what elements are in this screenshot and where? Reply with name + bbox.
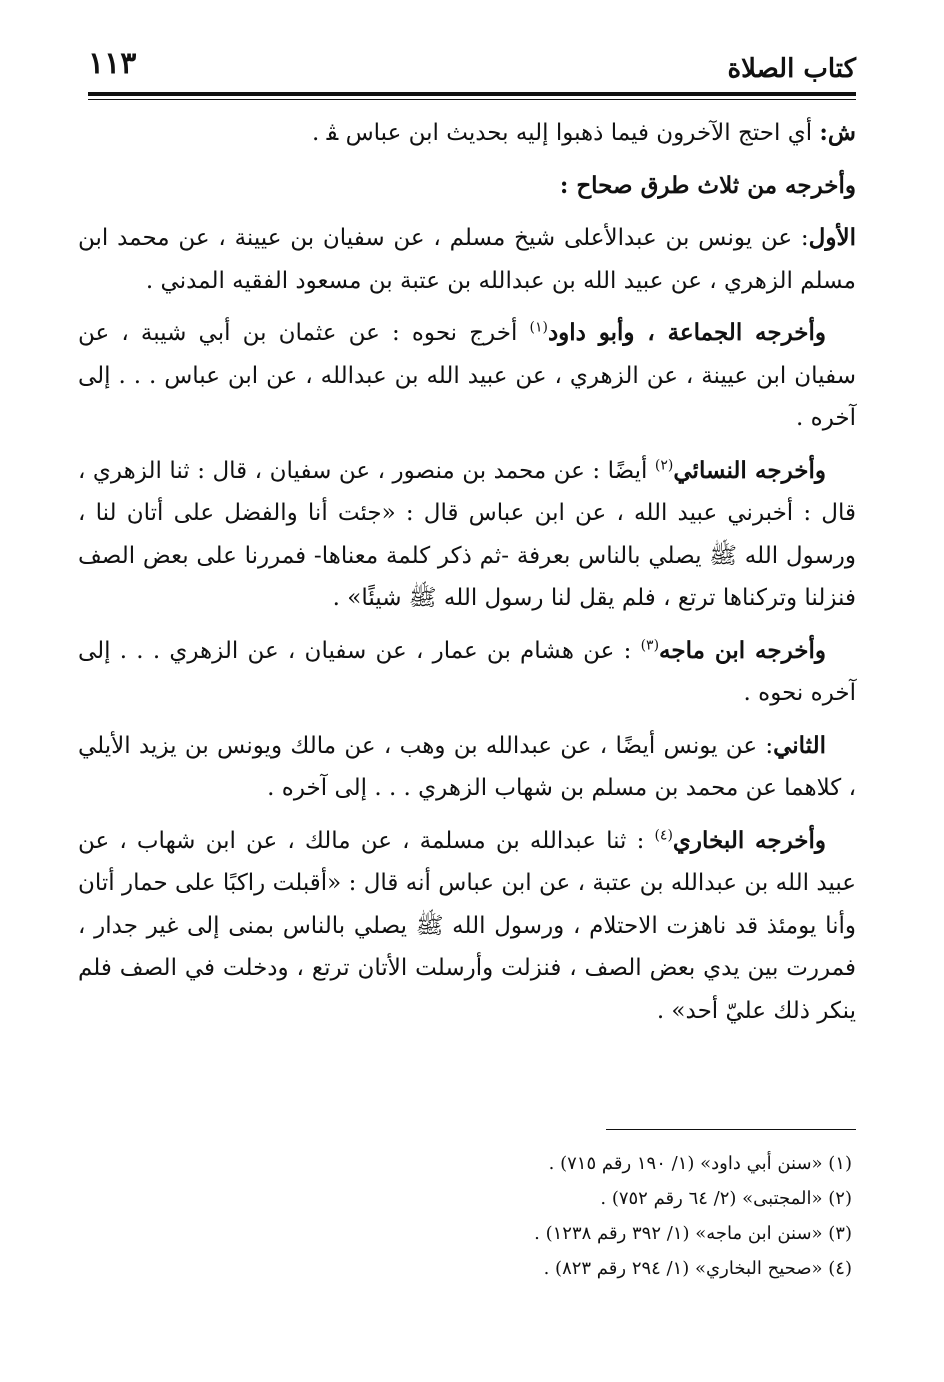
paragraph-lead: وأخرجه النسائي xyxy=(673,456,826,484)
footnote-marker: (٤) xyxy=(654,826,673,843)
book-title: كتاب الصلاة xyxy=(727,54,856,84)
paragraph-lead: وأخرجه من ثلاث طرق صحاح : xyxy=(559,171,856,199)
paragraph-commentary xyxy=(78,112,856,155)
footnote: (٤) «صحيح البخاري» (١/ ٢٩٤ رقم ٨٢٣) . xyxy=(543,1258,852,1279)
main-text xyxy=(78,112,856,1042)
paragraph-text: : عن يونس أيضًا ، عن عبدالله بن وهب ، عن مالك ويونس بن يزيد الأيلي ، كلاهما عن محمد بن مسلم بن شهاب الزهري . . . إلى آخره . xyxy=(78,732,856,801)
paragraph-text: أخرج نحوه : عن عثمان بن أبي شيبة ، عن سفيان ابن عيينة ، عن الزهري ، عن عبيد الله بن عبدالله ، عن ابن عباس . . . إلى آخره . xyxy=(78,320,856,431)
footnote-marker: (٢) xyxy=(654,456,674,473)
paragraph-lead: وأخرجه البخاري xyxy=(672,826,827,854)
paragraph-ibn-majah xyxy=(78,630,856,715)
paragraph-lead: وأخرجه الجماعة ، وأبو داود xyxy=(547,319,826,346)
footnote-marker: (٣) xyxy=(640,636,660,653)
footnote: (١) «سنن أبي داود» (١/ ١٩٠ رقم ٧١٥) . xyxy=(548,1153,852,1174)
footnote: (٢) «المجتبى» (٢/ ٦٤ رقم ٧٥٢) . xyxy=(600,1188,852,1209)
page-number: ١١٣ xyxy=(88,46,137,81)
paragraph-lead: الأول xyxy=(808,224,856,251)
paragraph-nasai xyxy=(78,450,856,620)
footnote: (٣) «سنن ابن ماجه» (١/ ٣٩٢ رقم ١٢٣٨) . xyxy=(534,1223,852,1244)
paragraph-second-chain xyxy=(78,725,856,810)
header-rule-thin xyxy=(88,99,856,100)
paragraph-abu-dawud xyxy=(78,312,856,440)
footnote-marker: (١) xyxy=(529,319,548,336)
footnote-divider xyxy=(606,1129,856,1130)
footnotes xyxy=(88,1146,852,1286)
paragraph-text: أيضًا : عن محمد بن منصور ، عن سفيان ، قال : ثنا الزهري ، قال : أخبرني عبيد الله ، عن ابن عباس قال : «جئت أنا والفضل على أتان لنا ، ورسول الله ﷺ يصلي بالناس بعرفة -ثم ذكر كلمة معناها- فمررنا على بعض الصف فنزلنا وتركناها ترتع ، فلم يقل لنا رسول الله ﷺ شيئًا» . xyxy=(78,457,856,611)
paragraph-first-chain xyxy=(78,217,856,302)
page-header xyxy=(88,40,856,94)
paragraph-text: أي احتج الآخرون فيما ذهبوا إليه بحديث ابن عباس ﭭ . xyxy=(312,120,820,146)
paragraph-text: : عن هشام بن عمار ، عن سفيان ، عن الزهري . . . إلى آخره نحوه . xyxy=(78,637,856,706)
paragraph-lead: الثاني xyxy=(773,731,826,759)
paragraph-bukhari xyxy=(78,820,856,1033)
paragraph-heading xyxy=(78,165,856,208)
paragraph-lead: وأخرجه ابن ماجه xyxy=(659,636,826,664)
paragraph-text: : ثنا عبدالله بن مسلمة ، عن مالك ، عن ابن شهاب ، عن عبيد الله بن عبدالله بن عتبة ، عن ابن عباس أنه قال : «أقبلت راكبًا على حمار أتان وأنا يومئذ قد ناهزت الاحتلام ، ورسول الله ﷺ يصلي بالناس بمنى إلى غير جدار ، فمررت بين يدي بعض الصف ، فنزلت وأرسلت الأتان ترتع ، ودخلت في الصف فلم ينكر ذلك عليّ أحد» . xyxy=(78,827,856,1024)
paragraph-lead: ش: xyxy=(819,119,856,146)
paragraph-text: : عن يونس بن عبدالأعلى شيخ مسلم ، عن سفيان بن عيينة ، عن محمد ابن مسلم الزهري ، عن عبيد الله بن عبدالله بن عتبة بن مسعود الفقيه المدني . xyxy=(78,225,856,294)
header-rule xyxy=(88,92,856,96)
